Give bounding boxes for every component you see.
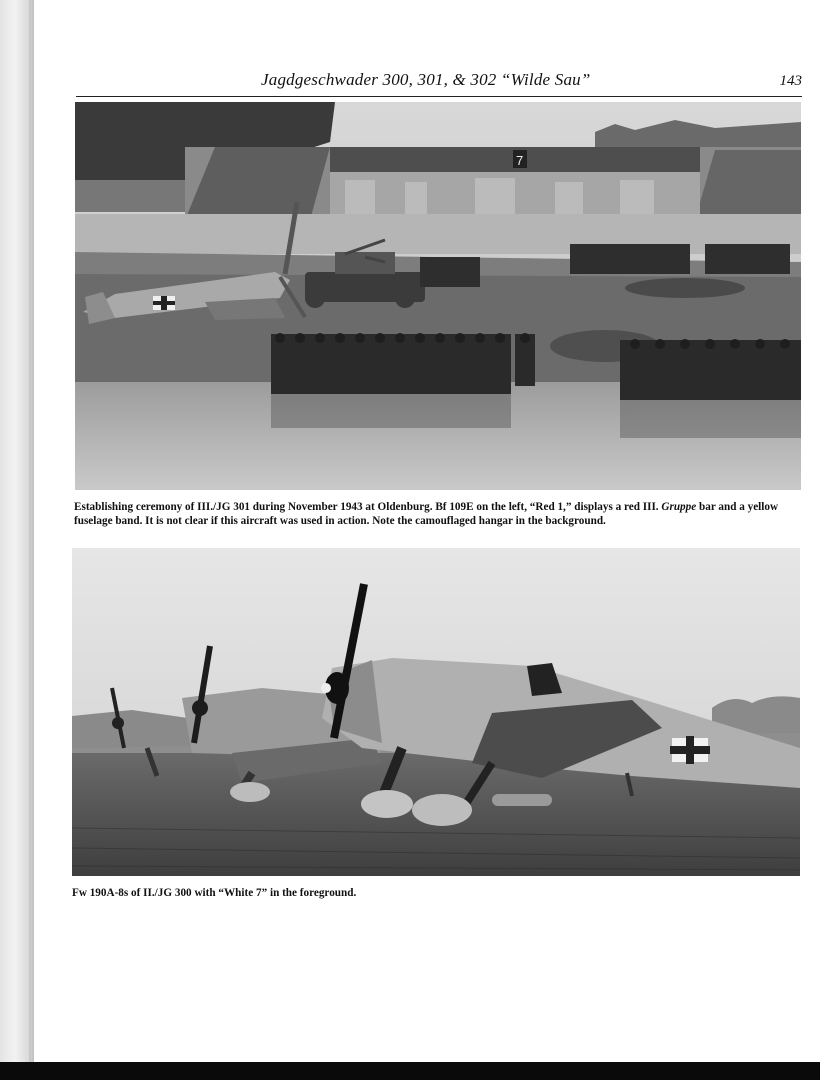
page-header <box>76 70 802 97</box>
scan-bottom-edge <box>0 1062 820 1080</box>
ceremony-photo <box>75 102 801 490</box>
fw190-photo <box>72 548 800 876</box>
caption-italic-term: Gruppe <box>661 501 697 513</box>
hangar-number: 7 <box>516 153 524 168</box>
fw190-caption: Fw 190A-8s of II./JG 300 with “White 7” in the foreground. <box>72 887 357 899</box>
caption-text-1: Establishing ceremony of III./JG 301 during November 1943 at Oldenburg. Bf 109E on the left, “Red 1,” displays a red III. <box>74 501 662 513</box>
gutter-crease <box>29 0 31 1062</box>
running-title: Jagdgeschwader 300, 301, & 302 “Wilde Sau” <box>261 70 591 89</box>
page-number: 143 <box>779 73 802 89</box>
ceremony-caption <box>74 500 802 528</box>
caption-text-2: bar and a yellow fuselage band. It is not clear if this aircraft was used in action. Note the camouflaged hangar in the background. <box>74 501 779 527</box>
